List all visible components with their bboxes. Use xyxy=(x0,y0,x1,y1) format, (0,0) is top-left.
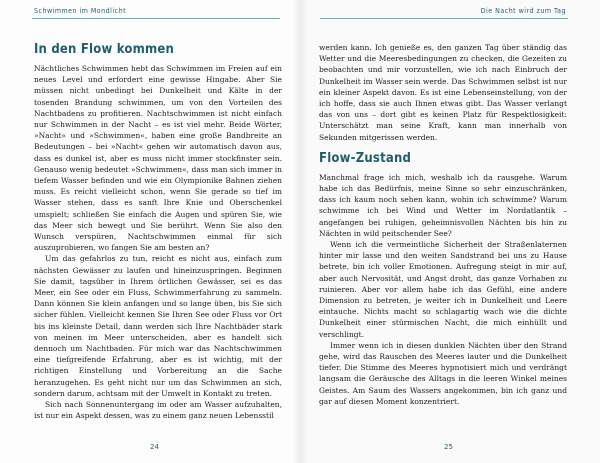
paragraph: Immer wenn ich in diesen dunklen Nächten über den Strand gehe, wird das Rauschen des Meeres lauter und die Dunkelheit tiefer. Die Stimme des Meeres hypnotisiert mich und verdrängt langsam die Geräusche des Alltags in die leeren Winkel meines Geistes. Am Saum des Wassers angekommen, bin ich ganz und gar auf diesen Moment konzentriert. xyxy=(319,340,567,406)
page-number-left: 24 xyxy=(150,443,159,451)
running-head-left: Schwimmen im Mondlicht xyxy=(34,7,127,15)
paragraph: Nächtliches Schwimmen hebt das Schwimmen im Freien auf ein neues Level und erfordert eine gewisse Hingabe. Aber Sie müssen nicht unbedingt bei Dunkelheit und Kälte in der tosenden Brandung schwimmen, um von den Vorteilen des Nachtbadens zu profitieren. Nachtschwimmen ist nicht einfach nur Schwimmen in der Nacht – es ist viel mehr. Beide Wörter, »Nacht« und »Schwimmen«, haben eine große Bandbreite an Bedeutungen – bei »Nacht« gehen wir automatisch davon aus, dass es dunkel ist, aber es muss nicht immer stockfinster sein. Genauso wenig bedeutet »Schwimmen«, dass man sich immer in tiefem Wasser befinden und wie ein Olympionike Bahnen ziehen muss. Es reicht vielleicht schon, wenn Sie gerade so tief im Wasser stehen, dass es sanft Ihre Knie und Oberschenkel umspielt; schließen Sie einfach die Augen und spüren Sie, wie das Meer sich bewegt und Sie berührt. Wenn Sie also den Wunsch verspüren, Nachtschwimmen einmal für sich auszuprobieren, wo fangen Sie am besten an? xyxy=(34,64,282,253)
paragraph: Sich nach Sonnenuntergang im oder am Wasser aufzuhalten, ist nur ein Aspekt dessen, was zu einem ganz neuen Lebensstil xyxy=(34,400,282,421)
paragraph: Wenn ich die vermeintliche Sicherheit der Straßenlaternen hinter mir lasse und den weiten Sandstrand bei uns zu Hause betrete, bin ich voller Emotionen. Aufregung steigt in mir auf, aber auch Nervosität, und Angst droht, das ganze Vorhaben zu ruinieren. Aber vor allem habe ich das Gefühl, eine andere Dimension zu betreten, je weiter ich in Dunkelheit und Leere eintauche. Nichts macht so schlagartig wach wie die dichte Dunkelheit einer stürmischen Nacht, die mich einhüllt und verschlingt. xyxy=(319,240,567,339)
page-number-right: 25 xyxy=(444,443,453,451)
running-head-right: Die Nacht wird zum Tag xyxy=(480,7,566,15)
left-text-column xyxy=(34,42,282,422)
section-heading-flow-zustand: Flow-Zustand xyxy=(319,150,412,166)
right-page xyxy=(300,0,600,463)
header-rule-right xyxy=(320,18,568,19)
right-text-column xyxy=(319,42,567,407)
paragraph: Manchmal frage ich mich, weshalb ich da rausgehe. Warum habe ich das Bedürfnis, meine Sinne so sehr einzuschränken, dass ich kaum noch sehen kann, wohin ich schwimme? Warum schwimme ich bei Wind und Wetter im Nordatlantik – angefangen bei ruhigen, geheimnisvollen Nächten bis hin zu Nächten in wild peitschender See? xyxy=(319,172,567,238)
header-rule-left xyxy=(32,18,280,19)
paragraph: werden kann. Ich genieße es, den ganzen Tag über ständig das Wetter und die Meeresbedingungen zu checken, die Gezeiten zu beobachten und mir vorzustellen, wie ich nach Einbruch der Dunkelheit im Wasser sein werde. Das Schwimmen selbst ist nur ein kleiner Aspekt davon. Es ist eine Lebenseinstellung, von der ich hoffe, dass sie auch Ihnen etwas gibt. Das Wasser verlangt das von uns – dort gibt es keinen Platz für Respektlosigkeit: Unterschätzt man seine Kraft, kann man innerhalb von Sekunden mitgerissen werden. xyxy=(319,43,567,142)
section-heading-flow: In den Flow kommen xyxy=(34,42,175,57)
paragraph: Um das gefahrlos zu tun, reicht es nicht aus, einfach zum nächsten Gewässer zu laufen und hineinzuspringen. Beginnen Sie damit, tagsüber in Ihrem örtlichen Gewässer, sei es das Meer, ein See oder ein Fluss, Schwimmerfahrung zu sammeln. Dann können Sie klein anfangen und so lange üben, bis Sie sich sicher fühlen. Vielleicht kennen Sie Ihren See oder Fluss vor Ort bis ins kleinste Detail, dann werden sich Ihre Nachtbäder stark von meinen im Meer unterscheiden, aber es handelt sich dennoch um Nachtbaden. Für mich war das Nachtschwimmen eine tiefgreifende Erfahrung, aber es ist wichtig, mit der richtigen Einstellung und Vorbereitung an die Sache heranzugehen. Es geht nicht nur um das Schwimmen an sich, sondern darum, achtsam mit der Umwelt in Kontakt zu treten. xyxy=(34,254,282,398)
